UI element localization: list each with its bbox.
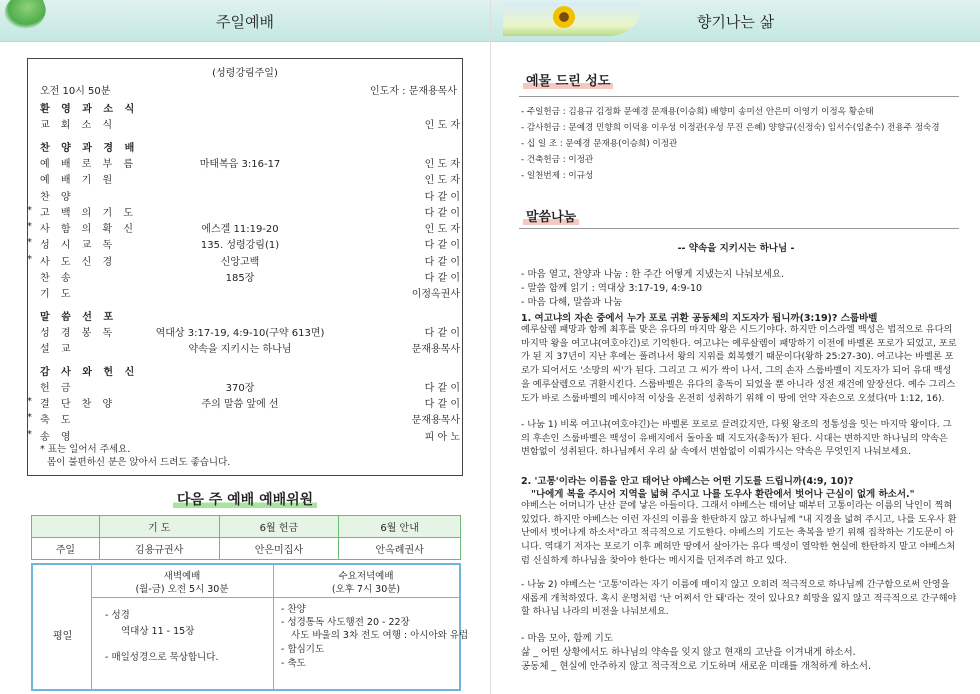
word-section-title-text: 말씀나눔 [523, 210, 579, 225]
stand-marker-icon: * [27, 412, 32, 424]
order-item-name: 축 도 [40, 415, 75, 427]
sunday-duty-table [31, 515, 461, 560]
share-1: - 나눔 1) 비록 여고냐(여호야긴)는 바벨론 포로로 끌려갔지만, 다윗 왕조의 정통성을 잇는 마지막 왕이다. 그의 후손인 스룹바벨은 백성이 유배지에서 돌아올 때 지도자(총독)가 된다. 시대는 변하지만 하나님의 약속은 변함없이 성취된다. 하나님께서 우리 삶 속에서 변함없이 이뤄가시는 약속은 무엇인지 나눠보세요. [521, 419, 952, 458]
dawn-item: - 매일성경으로 묵상합니다. [105, 652, 219, 663]
weekday-label: 평일 [53, 631, 73, 642]
question-2-body: 야베스는 어머니가 난산 끝에 낳은 아들이다. 그래서 야베스는 태어날 때부터 고통이라는 이름의 낙인이 찍혀 있었다. 하지만 야베스는 이런 자신의 이름을 한탄하지 않고 하나님께 "내 지경을 넓혀 주시고, 나를 도우사 환난에서 벗어나게 하소서"라고 적극적으로 기도한다. 야베스의 기도는 축복을 받기 위해 집착하는 기도문이 아니다. 역대기 저자는 포로기 이후 폐허만 땅에서 살아가는 유다 백성이 열악한 현실에 한탄하지 말고 야베스처럼 신실하게 하나님을 찾아야 한다는 메시지를 던져주려 하고 있다. [521, 500, 957, 566]
order-item-detail: 약속을 지키시는 하나님 [188, 344, 292, 356]
weekday-service-box [31, 563, 469, 691]
sit-note: 몸이 불편하신 분은 앉아서 드려도 좋습니다. [47, 457, 231, 468]
duty-usher-name: 안옥례권사 [339, 538, 461, 560]
order-item-leader: 다 같 이 [424, 273, 460, 284]
service-name: (성령강림주일) [212, 68, 278, 79]
order-item-detail: 에스겔 11:19-20 [201, 224, 279, 236]
order-item-name: 말 씀 선 포 [40, 311, 118, 323]
right-page [490, 0, 980, 694]
order-item-leader: 다 같 이 [424, 240, 460, 252]
intro-line: - 마음 다해, 말씀과 나눔 [521, 297, 623, 308]
closing-prayer-title: - 마음 모아, 함께 기도 [521, 633, 613, 644]
stand-marker-icon: * [27, 396, 32, 408]
service-time: 오전 10시 50분 [40, 86, 111, 97]
duty-row-label: 주일 [32, 538, 100, 560]
dawn-item: 역대상 11 - 15장 [121, 626, 195, 637]
stand-marker-icon: * [27, 221, 32, 233]
order-item-leader: 인 도 자 [424, 175, 460, 187]
order-item-name: 교 회 소 식 [40, 120, 117, 132]
duty-prayer-name: 김용규권사 [99, 538, 219, 560]
wed-service-time: (오후 7시 30분) [331, 584, 401, 595]
left-header [0, 0, 490, 42]
order-item-leader: 다 같 이 [424, 207, 460, 219]
order-item-name: 설 교 [40, 344, 75, 356]
order-item-name: 찬 양 [40, 191, 75, 203]
order-item-detail: 135. 성령강림(1) [200, 240, 280, 252]
stand-marker-icon: * [27, 428, 32, 440]
closing-prayer-line: 공동체 _ 현실에 안주하지 않고 적극적으로 기도하며 새로운 미래를 개척하게 하소서. [521, 661, 871, 672]
stand-note: * 표는 일어서 주세요. [40, 444, 131, 455]
wed-item: - 합심기도 [281, 644, 325, 655]
order-item-name: 기 도 [40, 289, 75, 301]
order-item-leader: 다 같 이 [424, 382, 460, 394]
order-item-leader: 다 같 이 [424, 327, 460, 339]
wed-service-title: 수요저녁예배 [338, 571, 394, 582]
order-item-detail: 역대상 3:17-19, 4:9-10(구약 613면) [155, 327, 325, 339]
stand-marker-icon: * [27, 204, 32, 216]
order-item-name: 결 단 찬 양 [40, 399, 117, 411]
closing-prayer-line: 삶 _ 어떤 상황에서도 하나님의 약속을 잊지 않고 현재의 고난을 이겨내게 하소서. [521, 647, 856, 658]
offering-section-title [523, 70, 613, 89]
wed-item: - 성경통독 사도행전 20 - 22장 [281, 617, 410, 628]
order-item-leader: 다 같 이 [424, 256, 460, 268]
word-rule [519, 228, 959, 229]
order-item-detail: 185장 [225, 273, 255, 284]
dawn-service-title: 새벽예배 [163, 571, 201, 582]
next-week-title [0, 489, 490, 509]
order-item-name: 헌 금 [40, 382, 75, 394]
order-item-leader: 인 도 자 [424, 120, 460, 132]
order-item-name: 고 백 의 기 도 [40, 207, 138, 219]
offering-line: - 일천번제 : 이규성 [521, 171, 594, 181]
duty-header-usher: 6월 안내 [339, 516, 461, 538]
order-item-name: 예 배 로 부 름 [40, 158, 138, 170]
sermon-subtitle: -- 약속을 지키시는 하나님 - [677, 243, 795, 254]
right-page-title: 향기나는 삶 [696, 13, 775, 31]
order-item-detail: 마태복음 3:16-17 [199, 158, 281, 170]
order-item-leader: 다 같 이 [424, 191, 460, 203]
question-2-title: 2. '고통'이라는 이름을 안고 태어난 야베스는 어떤 기도를 드립니까(4:9, 10)? [521, 476, 854, 487]
duty-header-prayer: 기 도 [99, 516, 219, 538]
order-item-name: 성 시 교 독 [40, 240, 117, 252]
next-week-title-text: 다음 주 예배 예배위원 [173, 492, 317, 508]
order-item-name: 찬 양 과 경 배 [40, 142, 139, 154]
offering-line: - 십 일 조 : 문예경 문재용(이승희) 이정관 [521, 139, 678, 149]
order-item-name: 환 영 과 소 식 [40, 104, 139, 115]
wed-item: - 축도 [281, 658, 306, 669]
word-section-title [523, 206, 579, 225]
intro-line: - 말씀 함께 읽기 : 역대상 3:17-19, 4:9-10 [521, 283, 703, 294]
order-item-name: 송 영 [40, 431, 75, 443]
wed-item: - 찬양 [281, 604, 306, 615]
weekday-divider [91, 597, 459, 598]
question-2-quote: "나에게 복을 주시어 지역을 넓혀 주시고 나를 도우사 환란에서 벗어나 근심이 없게 하소서." [531, 489, 915, 500]
order-item-leader: 다 같 이 [424, 399, 460, 411]
duty-header-offering: 6월 헌금 [219, 516, 339, 538]
dawn-item: - 성경 [105, 610, 130, 621]
order-item-leader: 문재용목사 [411, 344, 460, 356]
order-item-name: 예 배 기 원 [40, 175, 117, 187]
order-item-detail: 신앙고백 [220, 256, 260, 268]
left-page-title: 주일예배 [216, 13, 274, 31]
duty-offering-name: 안은미집사 [219, 538, 339, 560]
order-item-name: 사 도 신 경 [40, 256, 117, 268]
dawn-service-time: (월-금) 오전 5시 30분 [135, 584, 229, 595]
stand-marker-icon: * [27, 253, 32, 265]
order-item-leader: 인 도 자 [424, 158, 460, 170]
order-item-detail: 370장 [225, 382, 255, 394]
order-item-leader: 이정옥권사 [411, 289, 460, 301]
duty-corner-cell [32, 516, 100, 538]
offering-line: - 감사헌금 : 문예경 민향희 이덕용 이우성 이정관(우성 무진 은혜) 양향규(신정숙) 임서수(임춘수) 전용주 정숙경 [521, 123, 940, 133]
offering-section-title-text: 예물 드린 성도 [523, 74, 613, 89]
order-item-detail: 주의 말씀 앞에 선 [201, 399, 279, 411]
wed-item: 사도 바울의 3차 전도 여행 : 아시아와 유럽 [291, 630, 469, 641]
offering-rule [519, 96, 959, 97]
stand-marker-icon: * [27, 237, 32, 249]
offering-line: - 주일헌금 : 김용규 김정화 문예경 문재용(이승희) 배향미 송미선 안은미 이영기 이정옥 황순태 [521, 107, 874, 117]
share-2: - 나눔 2) 야베스는 '고통'이라는 자기 이름에 매이지 않고 오히려 적극적으로 하나님께 간구함으로써 안영을 새롭게 개척하였다. 혹시 운명처럼 '난 어쩌서 안 돼'라는 것이 있나요? 희망을 잃지 않고 적극적으로 간구해야 할 하나님 나라의 비전을 나눠보세요. [521, 579, 957, 618]
order-item-leader: 피 아 노 [424, 431, 460, 443]
order-item-leader: 인 도 자 [424, 224, 460, 236]
offering-line: - 건축헌금 : 이정관 [521, 155, 594, 165]
order-item-name: 사 함 의 확 신 [40, 224, 138, 236]
right-header [491, 0, 980, 42]
question-1-body: 예루살렘 패망과 함께 최후를 맞은 유다의 마지막 왕은 시드기야다. 하지만 이스라엘 백성은 법적으로 유다의 마지막 왕을 여고냐(여호야긴)로 기억한다. 여고냐는 예루살렘이 패망하기 이전에 바벨론 포로가 되었고, 포로가 된 지 37년이 지난 후에는 풀려나서 왕의 지위를 회복했기 때문이다(왕하 25:27-30). 여고냐는 바벨론 포로가 되어서도 '소망의 씨'가 된다. 그리고 그 씨가 싹이 나서, 그의 손자 스룹바벨이 지도자가 되어 유대 백성을 예루살렘으로 귀환시킨다. 스룹바벨은 유다의 총독이 되었을 뿐 아니라 성전 재건에 앞장선다. 예수 그리스도가 바로 스룹바벨의 메시야적 이상을 온전히 성취하기 위해 이 땅에 언약 자손으로 오셨다(마 1:12, 16). [521, 324, 957, 404]
question-1-title: 1. 여고냐의 자손 중에서 누가 포로 귀환 공동체의 지도자가 됩니까(3:19)? 스룹바벨 [521, 313, 878, 324]
intro-line: - 마음 열고, 찬양과 나눔 : 한 주간 어떻게 지냈는지 나눠보세요. [521, 269, 785, 280]
order-item-leader: 문재용목사 [411, 415, 460, 427]
order-item-name: 성 경 봉 독 [40, 327, 117, 339]
order-item-name: 찬 송 [40, 273, 75, 284]
service-leader: 인도자 : 문재용목사 [370, 86, 458, 97]
order-item-name: 감 사 와 헌 신 [40, 366, 139, 378]
